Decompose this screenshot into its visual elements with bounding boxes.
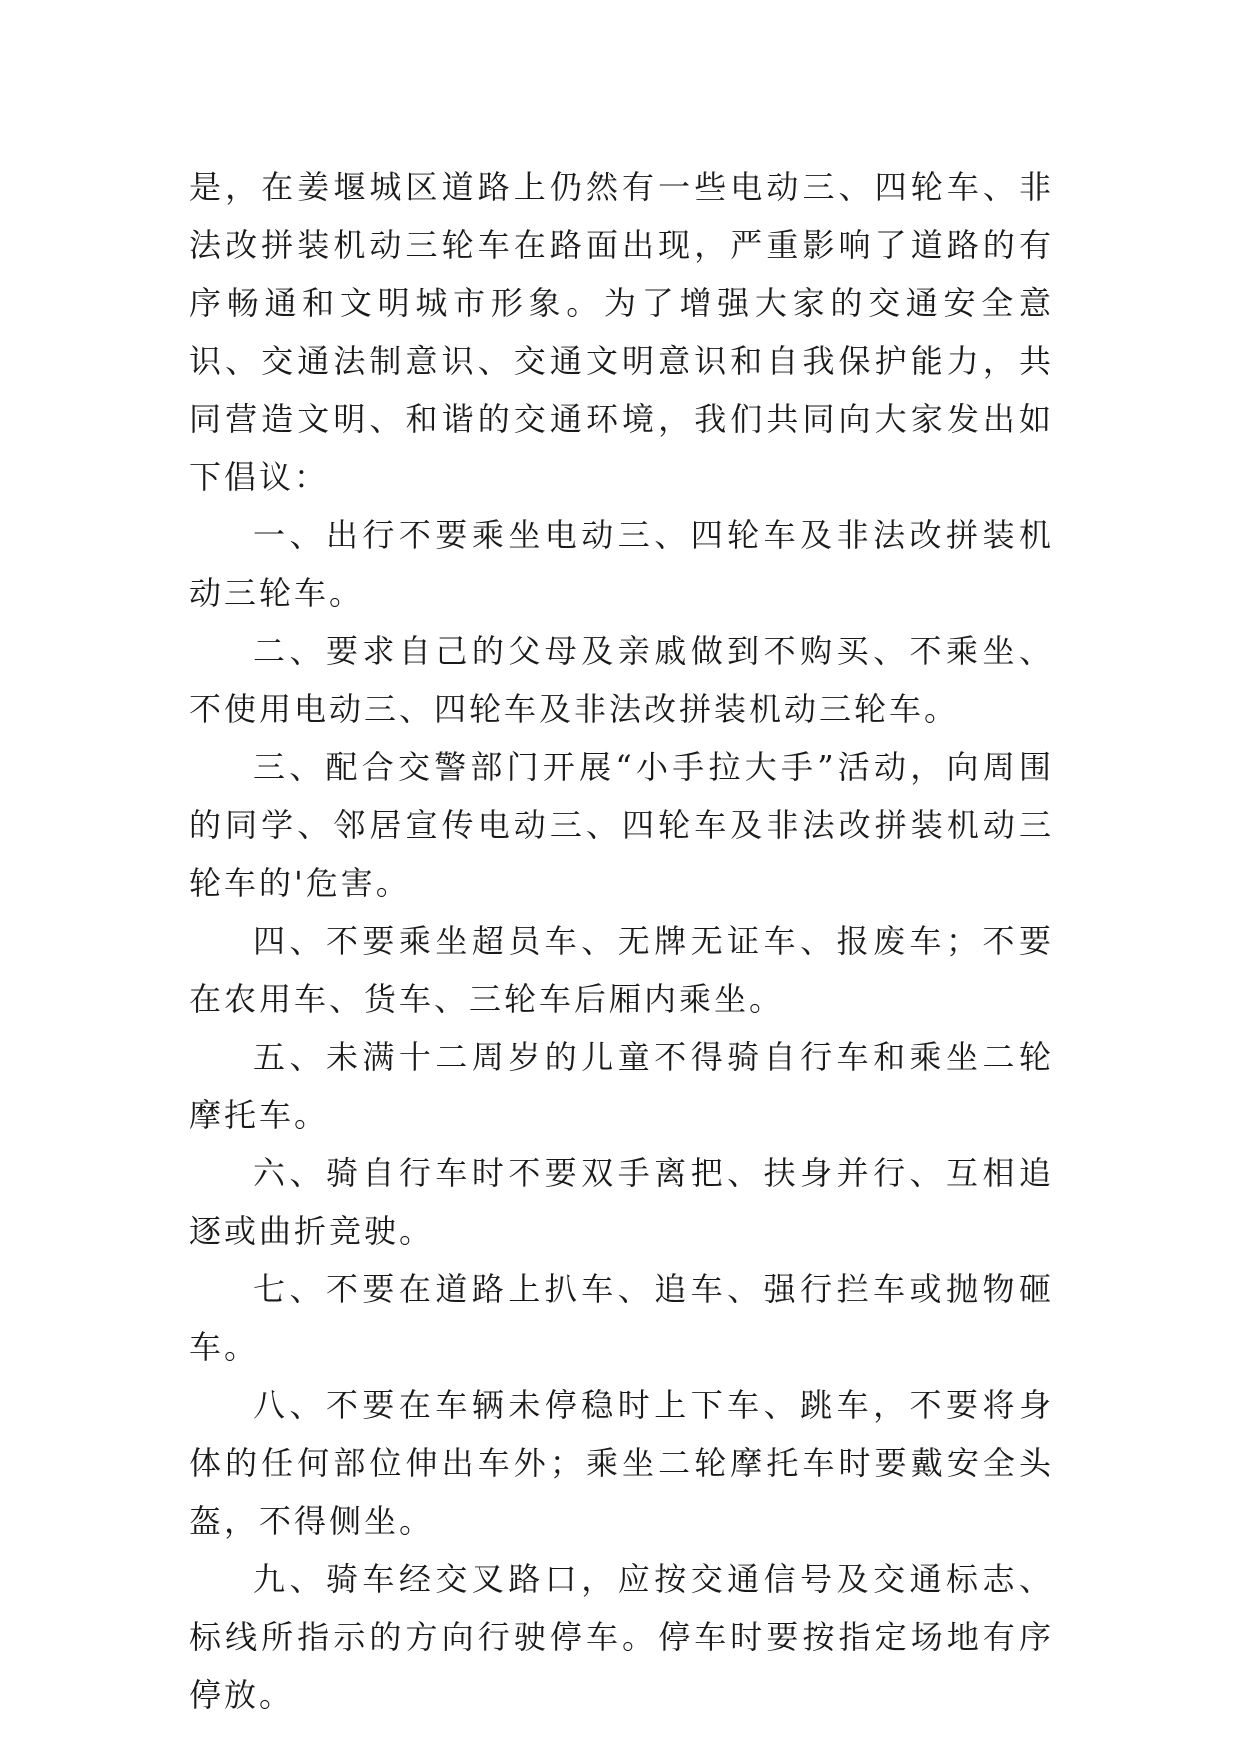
paragraph-item-9: 九、骑车经交叉路口，应按交通信号及交通标志、标线所指示的方向行驶停车。停车时要按指定场地有序停放。 <box>189 1560 1054 1714</box>
paragraph-item-7: 七、不要在道路上扒车、追车、强行拦车或抛物砸车。 <box>189 1270 1054 1366</box>
paragraph-intro: 是，在姜堰城区道路上仍然有一些电动三、四轮车、非法改拼装机动三轮车在路面出现，严重影响了道路的有序畅通和文明城市形象。为了增强大家的交通安全意识、交通法制意识、交通文明意识和自我保护能力，共同营造文明、和谐的交通环境，我们共同向大家发出如下倡议： <box>189 168 1054 496</box>
paragraph-item-3: 三、配合交警部门开展“小手拉大手”活动，向周围的同学、邻居宣传电动三、四轮车及非法改拼装机动三轮车的'危害。 <box>189 748 1054 902</box>
paragraph-item-2: 二、要求自己的父母及亲戚做到不购买、不乘坐、不使用电动三、四轮车及非法改拼装机动三轮车。 <box>189 632 1054 728</box>
paragraph-item-8: 八、不要在车辆未停稳时上下车、跳车，不要将身体的任何部位伸出车外；乘坐二轮摩托车时要戴安全头盔，不得侧坐。 <box>189 1386 1054 1540</box>
paragraph-item-6: 六、骑自行车时不要双手离把、扶身并行、互相追逐或曲折竞驶。 <box>189 1154 1054 1250</box>
paragraph-item-4: 四、不要乘坐超员车、无牌无证车、报废车；不要在农用车、货车、三轮车后厢内乘坐。 <box>189 922 1054 1018</box>
document-body <box>189 158 1054 1724</box>
paragraph-item-1: 一、出行不要乘坐电动三、四轮车及非法改拼装机动三轮车。 <box>189 516 1054 612</box>
paragraph-item-5: 五、未满十二周岁的儿童不得骑自行车和乘坐二轮摩托车。 <box>189 1038 1054 1134</box>
